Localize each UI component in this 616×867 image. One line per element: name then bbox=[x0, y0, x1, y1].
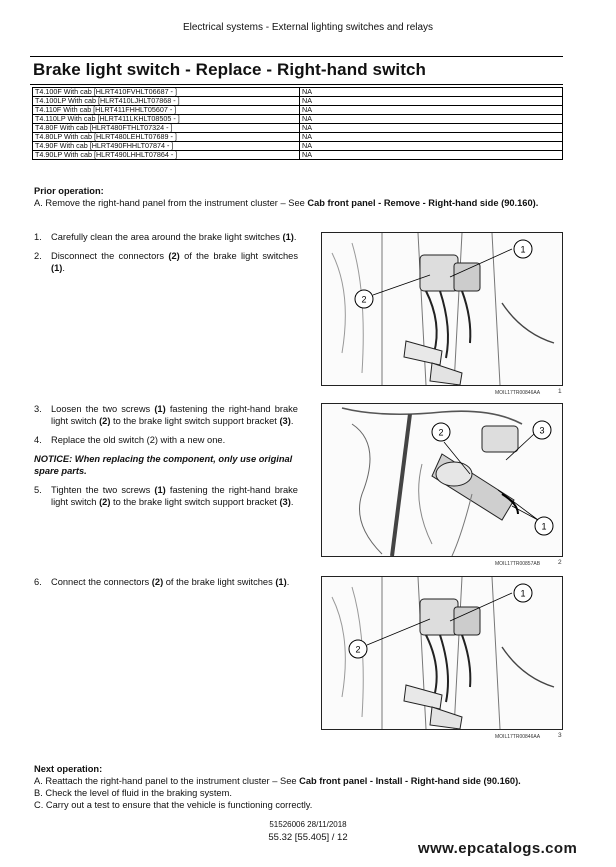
model-name-cell: T4.110F With cab [HLRT411FHHLT05607 - ] bbox=[33, 106, 300, 115]
callout-number: 1 bbox=[520, 588, 526, 599]
model-name-cell: T4.90F With cab [HLRT490FHHLT07874 - ] bbox=[33, 142, 300, 151]
next-operation-a: A. Reattach the right-hand panel to the instrument cluster – See Cab front panel - Install - Right-hand side (90.160). bbox=[34, 776, 521, 786]
footer-doc-id: 51526006 28/11/2018 bbox=[269, 820, 347, 829]
model-table bbox=[32, 87, 563, 160]
page-title: Brake light switch - Replace - Right-hand switch bbox=[33, 60, 427, 79]
next-operation-b: B. Check the level of fluid in the braking system. bbox=[34, 788, 232, 798]
model-name-cell: T4.100F With cab [HLRT410FVHLT06687 - ] bbox=[33, 88, 300, 97]
figure-2 bbox=[321, 403, 563, 557]
watermark: www.epcatalogs.com bbox=[418, 840, 578, 857]
step-3: 3. Loosen the two screws (1) fastening the right-hand brake light switch (2) to the brake light switch support bracket (3). bbox=[34, 404, 298, 426]
prior-operation-link[interactable]: Cab front panel - Remove - Right-hand side bbox=[307, 198, 499, 208]
model-name-cell: T4.90LP With cab [HLRT490LHHLT07864 - ] bbox=[33, 151, 300, 160]
model-status-cell: NA bbox=[300, 88, 563, 97]
figure-3 bbox=[321, 576, 563, 730]
figure-2-illustration bbox=[322, 404, 562, 556]
step-5: 5. Tighten the two screws (1) fastening the right-hand brake light switch (2) to the brake light switch support bracket (3). bbox=[34, 485, 298, 507]
model-status-cell: NA bbox=[300, 97, 563, 106]
model-status-cell: NA bbox=[300, 142, 563, 151]
callout-number: 1 bbox=[520, 244, 526, 255]
step-6: 6. Connect the connectors (2) of the brake light switches (1). bbox=[34, 577, 290, 587]
page-header: Electrical systems - External lighting switches and relays bbox=[182, 22, 434, 33]
model-status-cell: NA bbox=[300, 124, 563, 133]
figure-3-illustration bbox=[322, 577, 562, 729]
figure-1-number: 1 bbox=[558, 388, 562, 395]
steps-group-1 bbox=[34, 231, 298, 274]
step-1: 1. Carefully clean the area around the brake light switches (1). bbox=[34, 232, 297, 242]
steps-group-3 bbox=[34, 576, 298, 588]
figure-1 bbox=[321, 232, 563, 386]
model-status-cell: NA bbox=[300, 151, 563, 160]
figure-2-code: MOIL17TR00857AB bbox=[495, 561, 541, 567]
model-row bbox=[33, 151, 563, 160]
next-operation-c: C. Carry out a test to ensure that the vehicle is functioning correctly. bbox=[34, 800, 313, 810]
model-status-cell: NA bbox=[300, 115, 563, 124]
model-name-cell: T4.80F With cab [HLRT480FTHLT07324 - ] bbox=[33, 124, 300, 133]
model-status-cell: NA bbox=[300, 133, 563, 142]
callout-number: 2 bbox=[361, 294, 367, 305]
prior-operation-heading: Prior operation: bbox=[34, 186, 104, 196]
callout-number: 1 bbox=[541, 521, 547, 532]
model-name-cell: T4.80LP With cab [HLRT480LEHLT07689 - ] bbox=[33, 133, 300, 142]
step-4: 4. Replace the old switch (2) with a new one. bbox=[34, 435, 226, 445]
next-operation-link[interactable]: Cab front panel - Install - Right-hand side bbox=[299, 776, 481, 786]
figure-3-code: MOIL17TR00846AA bbox=[495, 734, 541, 740]
figure-3-number: 3 bbox=[558, 732, 562, 739]
callout-number: 2 bbox=[438, 427, 444, 438]
notice: NOTICE: When replacing the component, only use original spare parts. bbox=[34, 454, 293, 476]
step-2: 2. Disconnect the connectors (2) of the brake light switches (1). bbox=[34, 251, 298, 273]
prior-operation-text: A. Remove the right-hand panel from the instrument cluster – See Cab front panel - Remove - Right-hand side (90.160). bbox=[34, 198, 539, 208]
figure-1-code: MOIL17TR00846AA bbox=[495, 390, 541, 396]
figure-2-number: 2 bbox=[558, 559, 562, 566]
steps-group-2 bbox=[34, 403, 298, 508]
callout-number: 2 bbox=[355, 644, 361, 655]
title-rule-bottom bbox=[30, 84, 563, 85]
model-status-cell: NA bbox=[300, 106, 563, 115]
model-name-cell: T4.100LP With cab [HLRT410LJHLT07868 - ] bbox=[33, 97, 300, 106]
title-rule-top bbox=[30, 56, 563, 57]
footer-page-number: 55.32 [55.405] / 12 bbox=[268, 832, 348, 843]
next-operation bbox=[34, 763, 566, 811]
figure-1-illustration bbox=[322, 233, 562, 385]
prior-operation bbox=[34, 185, 564, 209]
callout-number: 3 bbox=[539, 425, 545, 436]
next-operation-heading: Next operation: bbox=[34, 764, 103, 774]
model-name-cell: T4.110LP With cab [HLRT411LKHLT08505 - ] bbox=[33, 115, 300, 124]
